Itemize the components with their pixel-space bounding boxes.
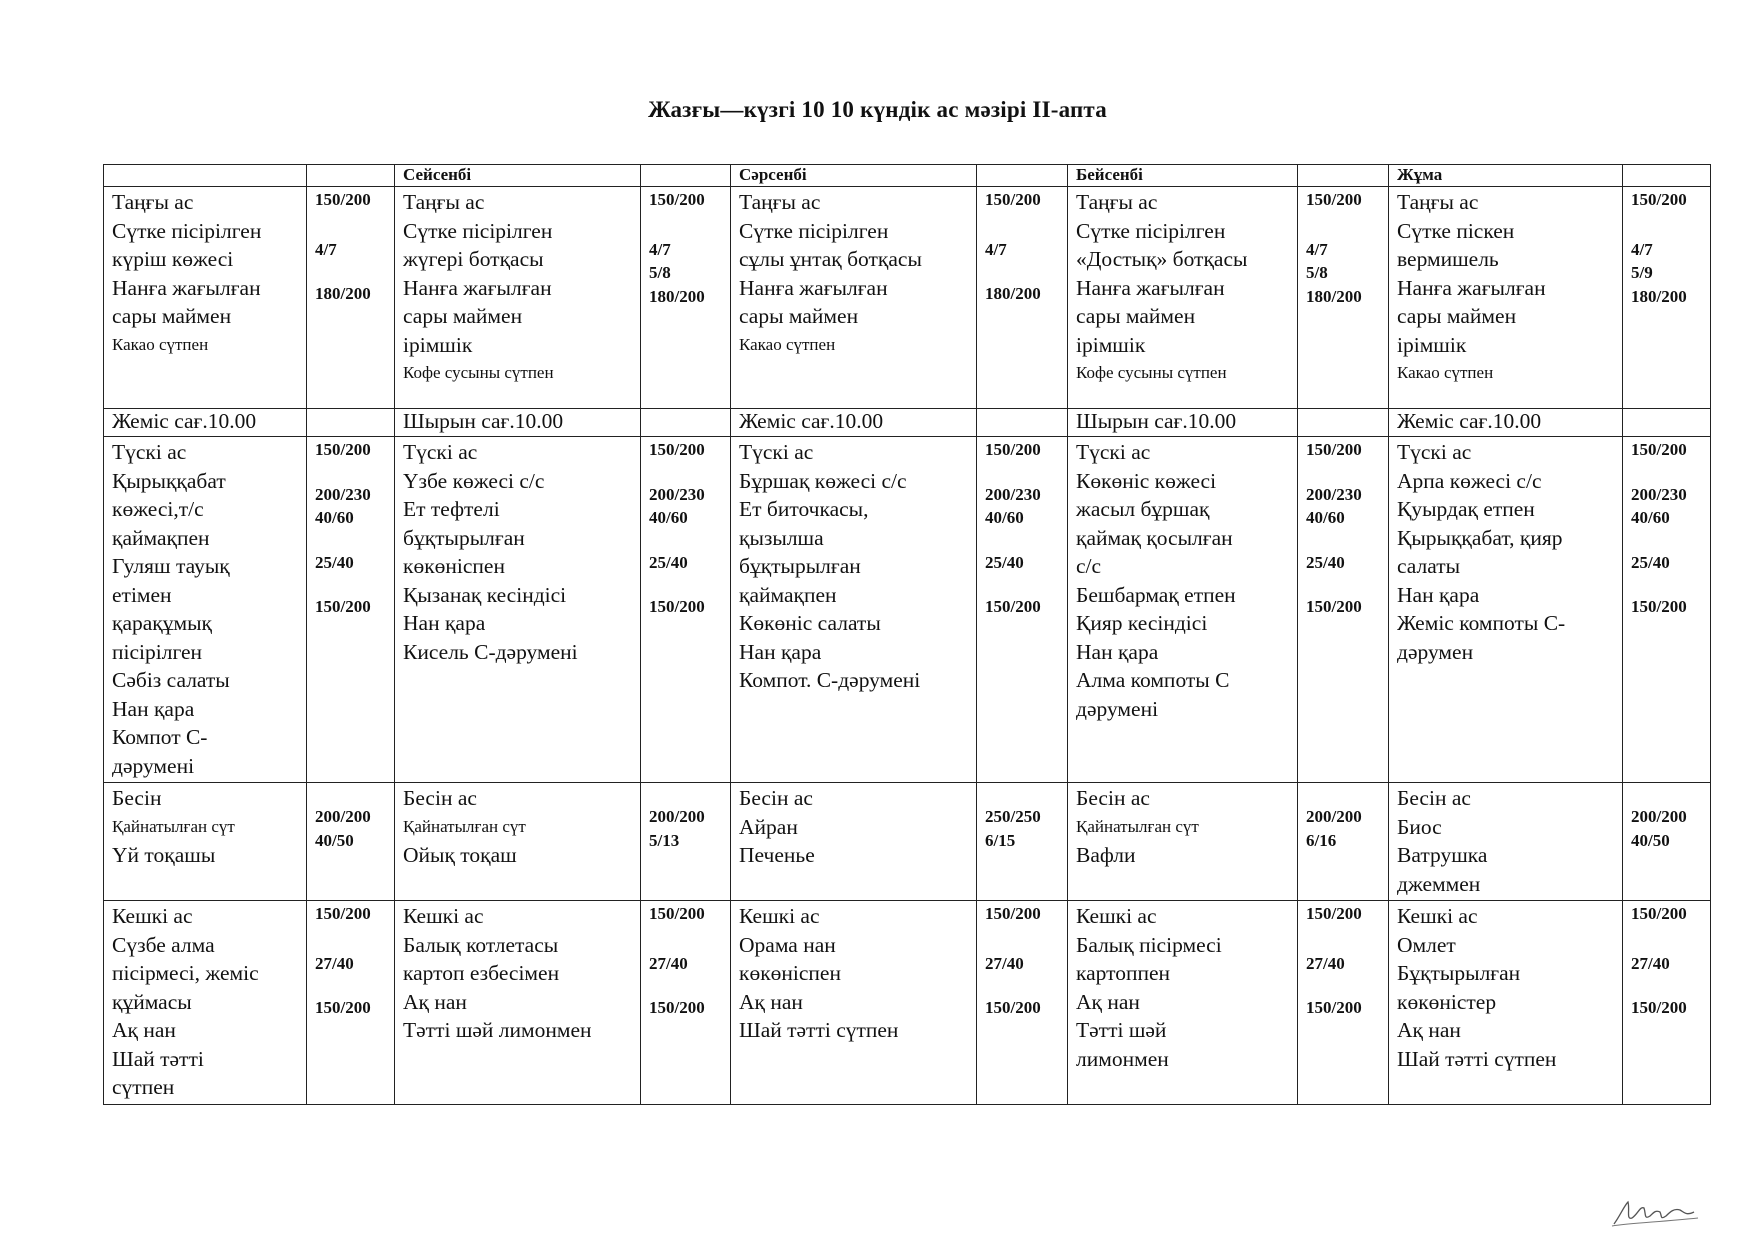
menu-item: лимонмен — [1076, 1046, 1169, 1071]
portion-value: 180/200 — [985, 284, 1041, 303]
menu-item: Қайнатылған сүт — [403, 816, 526, 836]
portion-value: 200/200 — [1306, 807, 1362, 826]
portion-value: 40/50 — [315, 830, 354, 850]
portion-value: 25/40 — [1306, 552, 1345, 572]
lunch-qty-cell — [1298, 437, 1389, 783]
breakfast-food-cell — [395, 187, 641, 409]
menu-item: көкөністер — [1397, 989, 1497, 1014]
menu-item: Жеміс компоты С- — [1397, 611, 1566, 635]
portion-value: 150/200 — [1306, 190, 1362, 209]
menu-item: Балық котлетасы — [403, 932, 559, 957]
portion-value: 200/230 — [1306, 484, 1362, 504]
menu-item: Шай тәтті сүтпен — [1397, 1046, 1557, 1071]
dinner-row — [104, 901, 1711, 1105]
menu-item: Қырыққабат — [112, 468, 226, 493]
breakfast-qty-cell — [641, 187, 731, 409]
menu-item: Қызанақ кесіндісі — [403, 582, 567, 607]
portion-value: 150/200 — [985, 597, 1041, 616]
menu-item: Таңғы ас — [112, 190, 194, 214]
menu-item: Ет биточкасы, — [739, 497, 869, 521]
menu-item: Ақ нан — [1076, 989, 1140, 1014]
qty-header — [1623, 165, 1711, 187]
day-header: Сейсенбі — [395, 165, 641, 187]
portion-value: 150/200 — [985, 904, 1041, 923]
portion-value: 200/230 — [1631, 484, 1687, 504]
portion-value: 150/200 — [649, 597, 705, 616]
menu-item: Бесін ас — [403, 786, 477, 810]
portion-value: 5/8 — [649, 263, 671, 282]
day-header: Бейсенбі — [1068, 165, 1298, 187]
menu-item: көкөніспен — [403, 554, 505, 578]
menu-item: Нанға жағылған — [1076, 275, 1225, 300]
menu-item: Кофе сусыны сүтпен — [1076, 363, 1227, 382]
menu-item: с/с — [1076, 554, 1102, 578]
day-header: Сәрсенбі — [731, 165, 977, 187]
lunch-qty-cell — [307, 437, 395, 783]
menu-item: Үй тоқашы — [112, 843, 216, 867]
menu-item: дәрумен — [1397, 639, 1474, 664]
portion-value: 25/40 — [985, 552, 1024, 572]
menu-item: Вафли — [1076, 843, 1136, 867]
afternoon-qty-cell — [1623, 783, 1711, 901]
portion-value: 200/230 — [985, 484, 1041, 504]
afternoon-food-cell — [395, 783, 641, 901]
snack-food-cell: Жеміс сағ.10.00 — [731, 409, 977, 437]
lunch-food-cell — [395, 437, 641, 783]
menu-item: күріш көжесі — [112, 247, 234, 271]
portion-value: 150/200 — [315, 998, 371, 1017]
portion-value: 5/8 — [1306, 263, 1328, 282]
breakfast-qty-cell — [1623, 187, 1711, 409]
portion-value: 40/50 — [1631, 830, 1670, 850]
portion-value: 150/200 — [1306, 998, 1362, 1017]
portion-value: 150/200 — [1631, 904, 1687, 923]
menu-item: Балық пісірмесі — [1076, 932, 1222, 957]
menu-item: Бесін — [112, 786, 162, 810]
menu-item: Қайнатылған сүт — [1076, 816, 1199, 836]
lunch-food-cell — [731, 437, 977, 783]
portion-value: 150/200 — [315, 597, 371, 616]
afternoon-food-cell — [1389, 783, 1623, 901]
dinner-food-cell — [1068, 901, 1298, 1105]
portion-value: 150/200 — [315, 904, 371, 923]
menu-item: салаты — [1397, 554, 1461, 578]
menu-item: сары маймен — [1076, 304, 1196, 328]
menu-item: джеммен — [1397, 871, 1481, 896]
menu-item: Бесін ас — [1397, 786, 1471, 810]
afternoon-qty-cell — [1298, 783, 1389, 901]
menu-item: Биос — [1397, 814, 1442, 839]
menu-item: Көкөніс салаты — [739, 611, 881, 635]
menu-item: Ватрушка — [1397, 843, 1488, 867]
snack-food-cell: Шырын сағ.10.00 — [395, 409, 641, 437]
menu-item: сары маймен — [739, 304, 859, 328]
portion-value: 150/200 — [1306, 597, 1362, 616]
breakfast-food-cell — [1389, 187, 1623, 409]
menu-item: Сүтке пісірілген — [112, 218, 262, 243]
menu-item: Кешкі ас — [1076, 904, 1157, 928]
snack-qty-cell — [307, 409, 395, 437]
menu-item: жүгері ботқасы — [403, 247, 544, 271]
menu-item: Сүтке пісірілген — [739, 218, 889, 243]
portion-value: 4/7 — [315, 239, 337, 259]
portion-value: 4/7 — [985, 239, 1007, 259]
menu-item: көжесі,т/с — [112, 497, 204, 521]
afternoon-qty-cell — [641, 783, 731, 901]
menu-item: Нанға жағылған — [1397, 275, 1546, 300]
menu-item: Бешбармақ етпен — [1076, 582, 1236, 607]
menu-item: Гуляш тауық — [112, 554, 230, 578]
qty-header — [307, 165, 395, 187]
menu-item: Қырыққабат, қияр — [1397, 525, 1563, 550]
dinner-qty-cell — [1298, 901, 1389, 1105]
portion-value: 40/60 — [1631, 508, 1670, 527]
breakfast-qty-cell — [1298, 187, 1389, 409]
menu-item: Сүтке піскен — [1397, 218, 1515, 243]
portion-value: 180/200 — [1631, 286, 1687, 306]
portion-value: 200/200 — [315, 807, 371, 826]
menu-item: Ойық тоқаш — [403, 843, 517, 867]
portion-value: 250/250 — [985, 807, 1041, 826]
menu-item: Түскі ас — [1397, 440, 1472, 464]
breakfast-food-cell — [104, 187, 307, 409]
menu-item: сүтпен — [112, 1075, 175, 1099]
portion-value: 150/200 — [1631, 190, 1687, 209]
qty-header — [977, 165, 1068, 187]
qty-header — [641, 165, 731, 187]
day-header — [104, 165, 307, 187]
portion-value: 150/200 — [649, 998, 705, 1017]
breakfast-food-cell — [1068, 187, 1298, 409]
dinner-food-cell — [731, 901, 977, 1105]
breakfast-row — [104, 187, 1711, 409]
dinner-qty-cell — [977, 901, 1068, 1105]
portion-value: 150/200 — [1631, 440, 1687, 459]
menu-item: Нан қара — [1076, 639, 1159, 664]
menu-item: Түскі ас — [1076, 440, 1151, 464]
portion-value: 150/200 — [649, 190, 705, 209]
afternoon-food-cell — [104, 783, 307, 901]
menu-item: дәрумені — [1076, 696, 1159, 721]
lunch-qty-cell — [1623, 437, 1711, 783]
portion-value: 5/13 — [649, 830, 680, 850]
menu-item: Түскі ас — [112, 440, 187, 464]
menu-item: Шай тәтті сүтпен — [739, 1018, 899, 1042]
menu-item: Нан қара — [112, 696, 195, 721]
snack-qty-cell — [977, 409, 1068, 437]
menu-item: Какао сүтпен — [112, 334, 209, 354]
breakfast-qty-cell — [977, 187, 1068, 409]
portion-value: 40/60 — [649, 508, 688, 527]
menu-item: пісірмесі, жеміс — [112, 961, 259, 985]
menu-item: сары маймен — [403, 304, 523, 328]
menu-item: Компот С- — [112, 725, 208, 749]
menu-item: Қуырдақ етпен — [1397, 497, 1535, 521]
menu-item: Көкөніс көжесі — [1076, 468, 1217, 493]
portion-value: 150/200 — [649, 440, 705, 459]
qty-header — [1298, 165, 1389, 187]
menu-item: Кешкі ас — [1397, 904, 1478, 928]
menu-item: Кофе сусыны сүтпен — [403, 363, 554, 382]
menu-item: Шай тәтті — [112, 1046, 204, 1071]
menu-item: қаймақпен — [739, 582, 837, 607]
menu-item: Нан қара — [1397, 582, 1480, 607]
afternoon-qty-cell — [307, 783, 395, 901]
menu-item: Таңғы ас — [1397, 190, 1479, 214]
portion-value: 150/200 — [985, 190, 1041, 209]
menu-item: Ақ нан — [112, 1018, 176, 1042]
menu-item: қаймақпен — [112, 525, 210, 550]
menu-item: Орама нан — [739, 932, 836, 957]
menu-item: Ет тефтелі — [403, 497, 500, 521]
menu-item: Ақ нан — [739, 989, 803, 1014]
menu-item: Түскі ас — [403, 440, 478, 464]
portion-value: 40/60 — [1306, 508, 1345, 527]
menu-item: Таңғы ас — [1076, 190, 1158, 214]
menu-item: Омлет — [1397, 932, 1456, 957]
menu-item: дәрумені — [112, 753, 195, 778]
portion-value: 27/40 — [1306, 953, 1345, 973]
snack-qty-cell — [1623, 409, 1711, 437]
portion-value: 200/230 — [649, 484, 705, 504]
menu-item: құймасы — [112, 989, 192, 1014]
lunch-food-cell — [104, 437, 307, 783]
portion-value: 150/200 — [985, 998, 1041, 1017]
menu-item: Арпа көжесі с/с — [1397, 468, 1542, 493]
afternoon-food-cell — [731, 783, 977, 901]
dinner-qty-cell — [307, 901, 395, 1105]
menu-item: Үзбе көжесі с/с — [403, 468, 545, 493]
portion-value: 25/40 — [1631, 552, 1670, 572]
portion-value: 27/40 — [315, 953, 354, 973]
menu-table — [103, 164, 1711, 1105]
dinner-qty-cell — [641, 901, 731, 1105]
portion-value: 180/200 — [315, 284, 371, 303]
portion-value: 40/60 — [315, 508, 354, 527]
portion-value: 4/7 — [1631, 239, 1653, 259]
portion-value: 25/40 — [315, 552, 354, 572]
menu-item: қаймақ қосылған — [1076, 525, 1233, 550]
portion-value: 150/200 — [315, 440, 371, 459]
menu-item: бұқтырылған — [739, 554, 861, 578]
snack-qty-cell — [641, 409, 731, 437]
menu-item: Нан қара — [739, 639, 822, 664]
menu-item: Түскі ас — [739, 440, 814, 464]
portion-value: 180/200 — [1306, 286, 1362, 306]
menu-item: Нанға жағылған — [403, 275, 552, 300]
snack-row — [104, 409, 1711, 437]
menu-item: Печенье — [739, 843, 815, 867]
afternoon-qty-cell — [977, 783, 1068, 901]
menu-item: Нан қара — [403, 611, 486, 635]
menu-item: сары маймен — [112, 304, 232, 328]
menu-item: Кисель С-дәрумені — [403, 639, 578, 664]
menu-item: Бесін ас — [739, 786, 813, 810]
portion-value: 4/7 — [1306, 239, 1328, 259]
menu-item: Сәбіз салаты — [112, 668, 230, 692]
portion-value: 150/200 — [985, 440, 1041, 459]
menu-item: Бесін ас — [1076, 786, 1150, 810]
menu-item: сары маймен — [1397, 304, 1517, 328]
menu-item: Таңғы ас — [739, 190, 821, 214]
page-title: Жазғы—күзгі 10 10 күндік ас мәзірі ІІ-апта — [648, 97, 1107, 122]
portion-value: 25/40 — [649, 552, 688, 572]
dinner-food-cell — [1389, 901, 1623, 1105]
portion-value: 40/60 — [985, 508, 1024, 527]
dinner-qty-cell — [1623, 901, 1711, 1105]
lunch-qty-cell — [641, 437, 731, 783]
menu-item: Тәтті шәй лимонмен — [403, 1018, 592, 1042]
menu-item: жасыл бұршақ — [1076, 497, 1210, 521]
portion-value: 200/200 — [649, 807, 705, 826]
portion-value: 5/9 — [1631, 263, 1653, 282]
menu-item: Ақ нан — [1397, 1018, 1461, 1042]
portion-value: 27/40 — [649, 953, 688, 973]
portion-value: 150/200 — [1631, 597, 1687, 616]
menu-item: Кешкі ас — [403, 904, 484, 928]
menu-item: Сүтке пісірілген — [1076, 218, 1226, 243]
lunch-food-cell — [1389, 437, 1623, 783]
menu-item: Алма компоты С — [1076, 668, 1230, 692]
portion-value: 27/40 — [1631, 953, 1670, 973]
portion-value: 6/16 — [1306, 830, 1337, 850]
menu-item: Компот. С-дәрумені — [739, 668, 921, 692]
menu-item: «Достық» ботқасы — [1076, 247, 1248, 271]
menu-item: Сүтке пісірілген — [403, 218, 553, 243]
menu-item: Сүзбе алма — [112, 932, 215, 957]
dinner-food-cell — [395, 901, 641, 1105]
menu-item: ірімшік — [403, 332, 473, 357]
menu-item: Кешкі ас — [739, 904, 820, 928]
menu-item: Какао сүтпен — [1397, 363, 1494, 382]
afternoon-food-cell — [1068, 783, 1298, 901]
signature-icon — [1610, 1196, 1700, 1230]
menu-item: Какао сүтпен — [739, 334, 836, 354]
portion-value: 150/200 — [1306, 904, 1362, 923]
portion-value: 150/200 — [1306, 440, 1362, 459]
menu-item: картоппен — [1076, 961, 1171, 985]
portion-value: 200/200 — [1631, 807, 1687, 826]
menu-item: Таңғы ас — [403, 190, 485, 214]
portion-value: 180/200 — [649, 286, 705, 306]
menu-item: Қайнатылған сүт — [112, 816, 235, 836]
menu-item: көкөніспен — [739, 961, 841, 985]
header-row — [104, 165, 1711, 187]
dinner-food-cell — [104, 901, 307, 1105]
afternoon-snack-row — [104, 783, 1711, 901]
menu-item: бұқтырылған — [403, 525, 525, 550]
portion-value: 150/200 — [315, 190, 371, 209]
portion-value: 150/200 — [649, 904, 705, 923]
breakfast-food-cell — [731, 187, 977, 409]
breakfast-qty-cell — [307, 187, 395, 409]
menu-item: Нанға жағылған — [739, 275, 888, 300]
menu-item: етімен — [112, 582, 172, 607]
lunch-row — [104, 437, 1711, 783]
snack-food-cell: Жеміс сағ.10.00 — [1389, 409, 1623, 437]
menu-item: Кешкі ас — [112, 904, 193, 928]
menu-item: Қияр кесіндісі — [1076, 611, 1208, 635]
portion-value: 4/7 — [649, 239, 671, 259]
lunch-qty-cell — [977, 437, 1068, 783]
portion-value: 27/40 — [985, 953, 1024, 973]
menu-item: Айран — [739, 814, 798, 839]
portion-value: 150/200 — [1631, 998, 1687, 1017]
menu-item: Тәтті шәй — [1076, 1018, 1167, 1042]
portion-value: 6/15 — [985, 830, 1016, 850]
snack-food-cell: Жеміс сағ.10.00 — [104, 409, 307, 437]
menu-item: пісірілген — [112, 639, 203, 664]
menu-item: қарақұмық — [112, 611, 212, 635]
menu-item: Бұршақ көжесі с/с — [739, 468, 907, 493]
snack-qty-cell — [1298, 409, 1389, 437]
menu-item: Бұқтырылған — [1397, 961, 1521, 985]
lunch-food-cell — [1068, 437, 1298, 783]
menu-item: Нанға жағылған — [112, 275, 261, 300]
menu-item: қызылша — [739, 525, 824, 550]
menu-item: ірімшік — [1076, 332, 1146, 357]
snack-food-cell: Шырын сағ.10.00 — [1068, 409, 1298, 437]
menu-item: картоп езбесімен — [403, 961, 560, 985]
menu-item: ірімшік — [1397, 332, 1467, 357]
menu-item: сұлы ұнтақ ботқасы — [739, 247, 922, 271]
day-header: Жұма — [1389, 165, 1623, 187]
menu-item: Ақ нан — [403, 989, 467, 1014]
menu-item: вермишель — [1397, 247, 1499, 271]
portion-value: 200/230 — [315, 484, 371, 504]
